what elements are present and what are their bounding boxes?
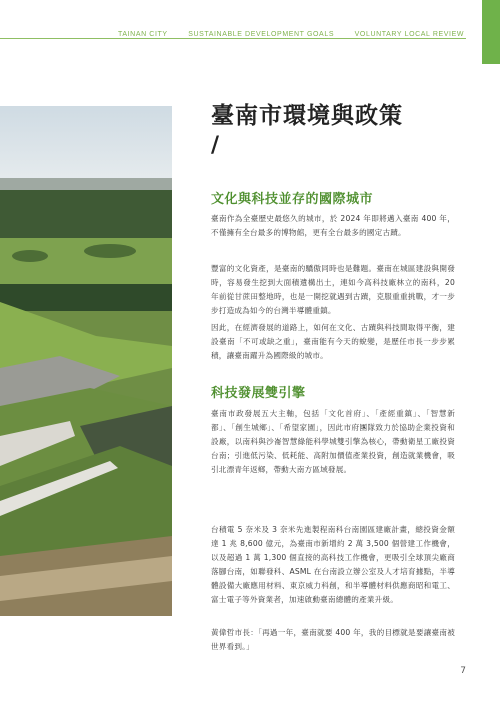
paragraph: 臺南作為全臺歷史最悠久的城市，於 2024 年即將邁入臺南 400 年，不僅擁有全台最多的博物館，更有全台最多的國定古蹟。	[211, 214, 455, 237]
header-nav-item: TAINAN CITY	[118, 31, 168, 38]
title-slash: /	[211, 133, 220, 158]
paragraph: 黃偉哲市長：「再過一年，臺南就要 400 年，我的目標就是要讓臺南被世界看到。」	[211, 628, 455, 651]
header-nav-item: VOLUNTARY LOCAL REVIEW	[354, 31, 465, 38]
paragraph: 臺南市政發展五大主軸，包括「文化首府」、「產經重鎮」、「智慧新都」、「創生城鄉」、「希望家園」，因此市府團隊致力於協助企業投資和設廠，以南科與沙崙智慧綠能科學城雙引擎為核心，帶動衛星工廠投資台南；引進低污染、低耗能、高附加價值產業投資，創造就業機會，吸引北漂青年返鄉，帶動大南方區域發展。	[211, 409, 455, 474]
header-rule	[0, 38, 466, 39]
paragraph: 台積電 5 奈米及 3 奈米先進製程南科台南園區建廠計畫，總投資金額達 1 兆 8,600 億元，為臺南市新增約 2 萬 3,500 個營建工作機會，以及超過 1 萬 1,300 個直接的高科技工作機會，更吸引全球頂尖廠商落腳台南，如聯發科、ASML 在台南設立辦公室及人才培育據點，半導體設備大廠應用材料、東京威力科創，和半導體材料供應商昭和電工、富士電子等外資業者，加速啟動臺南總體的產業升級。	[211, 525, 455, 604]
paragraph: 因此，在經濟發展的道路上，如何在文化、古蹟與科技間取得平衡，建設臺南「不可或缺之重」，臺南能有今天的蛻變，是歷任市長一步步累積，讓臺南躍升為國際級的城市。	[211, 323, 455, 360]
aerial-photo	[0, 106, 172, 616]
section-tab-marker	[482, 0, 500, 64]
page-title: 臺南市環境與政策	[211, 103, 403, 129]
page-number: 7	[460, 666, 466, 676]
header-nav-item: SUSTAINABLE DEVELOPMENT GOALS	[188, 31, 335, 38]
section-heading-tech-engines: 科技發展雙引擎	[211, 386, 306, 401]
section-heading-culture-tech: 文化與科技並存的國際城市	[211, 192, 374, 207]
paragraph: 豐富的文化資產，是臺南的驕傲同時也是難題。臺南在城區建設與開發時，容易發生挖到大面積遺構出土，連如今高科技廠林立的南科，20 年前從甘蔗田整地時，也是一開挖就遇到古蹟，克服重重挑戰，才一步步打造成為如今的台灣半導體重鎮。	[211, 264, 455, 315]
header-nav	[118, 31, 482, 38]
